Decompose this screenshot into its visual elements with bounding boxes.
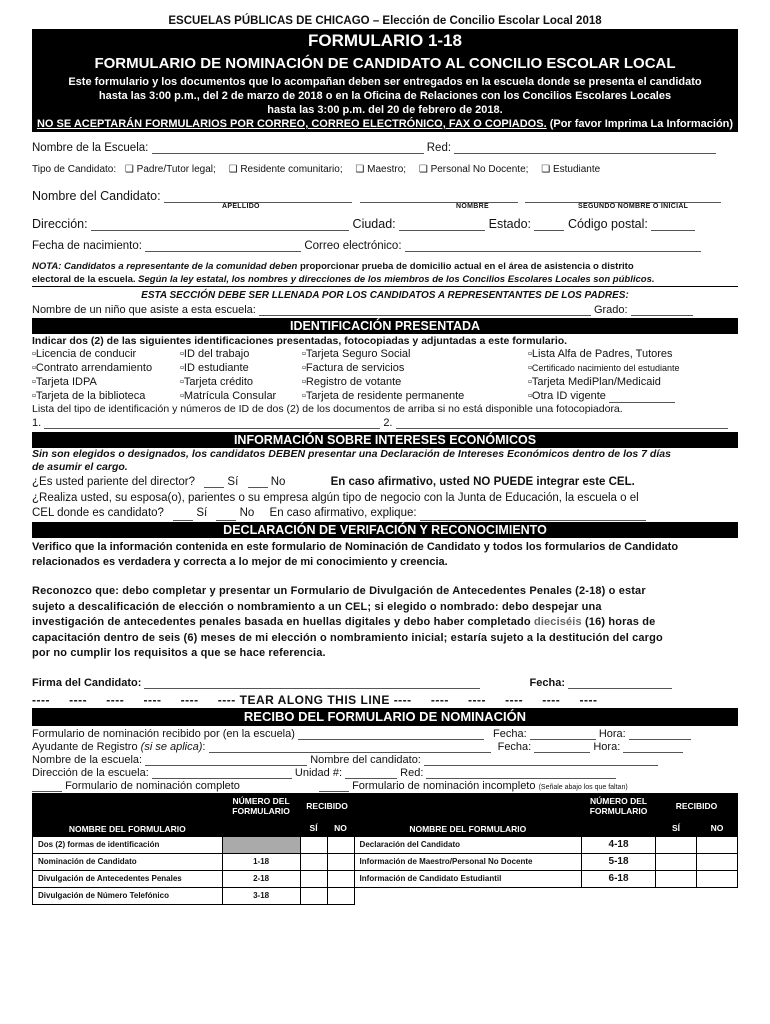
id-option[interactable] [180,389,302,403]
header-form-number-left-blank [222,819,300,836]
form-number-cell [222,836,300,853]
candidate-name-row [32,189,738,203]
explain-field[interactable] [420,509,646,521]
identification-heading: IDENTIFICACIÓN PRESENTADA [32,318,738,334]
tear-label: TEAR ALONG THIS LINE [239,692,390,707]
identification-list-note: Lista del tipo de identificación y números de ID de dos (2) de los documentos de arriba si no está disponible una fotocopiadora. [32,403,623,415]
first-name-sublabel: NOMBRE [456,203,489,210]
no-copies-warning: NO SE ACEPTARÁN FORMULARIOS POR CORREO, CORREO ELECTRÓNICO, FAX O COPIADOS. [36,118,547,130]
received-yes-cell[interactable] [300,853,327,870]
type-option-parent[interactable]: ❏ Padre/Tutor legal; [124,164,216,175]
incomplete-note: (Señale abajo los que faltan) [538,783,628,791]
acknowledgement-line-3: investigación de antecedentes penales basada en huellas digitales y debo haber completado dieciséis (16) horas de [32,616,656,628]
note-block [32,260,738,287]
note-line-2: electoral de la escuela. Según la ley estatal, los nombres y direcciones de los miembros de los Concilios Escolares Locales son públicos. [32,273,738,287]
empty-cell [354,887,737,904]
middle-name-field[interactable] [525,191,721,203]
received-no-cell[interactable] [696,870,737,887]
form-number-cell: 4-18 [582,836,656,853]
id-option-label: Tarjeta de residente permanente [305,390,465,402]
acknowledgement-line-1: Reconozco que: debo completar y presentar un Formulario de Divulgación de Antecedentes Penales (2-18) o estar [32,585,646,597]
header-form-number-left: NÚMERO DEL FORMULARIO [222,793,300,819]
receipt-school-field[interactable] [145,754,307,766]
received-yes-cell[interactable] [656,836,697,853]
business-question-line-2 [32,506,738,521]
business-no-label: No [239,507,255,519]
received-yes-cell[interactable] [300,870,327,887]
id-option[interactable] [32,389,180,403]
checkbox-icon[interactable]: ▫ [32,376,36,388]
type-option-teacher[interactable]: ❏ Maestro; [355,164,407,175]
id-option-label: Certificado nacimiento del estudiante [531,363,680,373]
tear-dashes-left: ---- ---- ---- ---- ---- ---- [32,692,236,707]
receipt-address-row [32,767,738,779]
note-line-1: NOTA: Candidatos a representante de la comunidad deben proporcionar prueba de domicilio actual en el área de asistencia o distrito [32,261,634,272]
receipt-network-label: Red: [400,766,424,779]
checkbox-icon[interactable]: ▫ [32,390,36,402]
registry-field[interactable] [209,741,491,753]
received-time-label: Hora: [598,727,626,740]
acknowledgement-line-4: capacitación dentro de seis (6) meses de mi elección o nombramiento inicial; estaría sujeto a la destitución del cargo [32,631,663,644]
received-no-cell[interactable] [327,853,354,870]
school-field[interactable] [152,142,424,154]
business-question-text: CEL donde es candidato? [32,507,164,519]
declaration-heading: DECLARACIÓN DE VERIFACIÓN Y RECONOCIMIENTO [32,522,738,538]
completeness-row [32,780,738,792]
form-number-cell: 2-18 [222,870,300,887]
checkbox-icon[interactable]: ▫ [528,390,532,402]
received-no-cell[interactable] [327,870,354,887]
complete-check-field[interactable] [32,780,62,792]
dob-row [32,240,738,252]
checkbox-icon[interactable]: ▫ [528,376,532,388]
address-label: Dirección: [32,217,88,231]
signature-row [32,677,738,689]
received-yes-cell[interactable] [656,853,697,870]
director-yes-field[interactable] [204,476,224,488]
zip-field[interactable] [651,219,695,231]
id-option-label: Licencia de conducir [35,348,137,360]
economic-intro-line-1: Sin son elegidos o designados, los candidatos DEBEN presentar una Declaración de Intereses Económicos dentro de los 7 días [32,448,671,460]
tear-dashes-right: ---- ---- ---- ---- ---- ---- [393,692,598,707]
header-no-right: NO [696,819,737,836]
network-field[interactable] [454,142,716,154]
director-no-label: No [270,476,286,488]
received-date-label: Fecha: [493,727,527,740]
table-row [33,853,738,870]
city-label: Ciudad: [352,217,396,231]
economic-intro-line-2: de asumir el cargo. [32,461,128,473]
top-line: ESCUELAS PÚBLICAS DE CHICAGO – Elección de Concilio Escolar Local 2018 [168,15,602,27]
child-row [32,304,738,316]
id-option-label: Tarjeta IDPA [35,376,97,388]
verification-line-1: Verifico que la información contenida en este formulario de Nominación de Candidato y todos los formularios de Candidato [32,541,679,553]
receipt-table [32,793,738,905]
receipt-candidate-field[interactable] [424,754,658,766]
form-number-cell: 5-18 [582,853,656,870]
candidate-type-row [32,164,738,175]
identification-numbers-row [32,417,738,429]
director-warning: En caso afirmativo, usted NO PUEDE integrar este CEL. [330,476,635,488]
id-number-1-label: 1. [32,417,42,429]
city-field[interactable] [399,219,485,231]
acknowledgement-line-2: sujeto a descalificación de elección o nombramiento a un CEL; si elegido o nombrado: debo despejar una [32,600,602,613]
id-option[interactable] [32,347,180,361]
print-note: (Por favor Imprima La Información) [546,118,734,130]
email-label: Correo electrónico: [304,240,402,252]
identification-instruction: Indicar dos (2) de las siguientes identificaciones presentadas, fotocopiadas y adjuntadas a este formulario. [32,335,568,347]
received-no-cell[interactable] [327,887,354,904]
receipt-candidate-label: Nombre del candidato: [310,753,421,766]
acknowledgement-line-5: por no cumplir los requisitos a que se hace referencia. [32,647,326,659]
header-received-right: RECIBIDO [656,793,738,819]
received-yes-cell[interactable] [300,836,327,853]
form-name-cell: Nominación de Candidato [33,853,223,870]
received-date-field[interactable] [530,728,596,740]
header-yes-right: SÍ [656,819,697,836]
header-form-number-right-blank [582,819,656,836]
id-option[interactable] [528,389,738,403]
id-option-label: Registro de votante [305,376,402,388]
id-option-label: Tarjeta Seguro Social [305,348,411,360]
receipt-address-label: Dirección de la escuela: [32,766,149,779]
receipt-heading: RECIBO DEL FORMULARIO DE NOMINACIÓN [32,708,738,726]
school-label: Nombre de la Escuela: [32,142,149,154]
id-option-label: ID del trabajo [183,348,250,360]
receipt-network-field[interactable] [426,767,616,779]
receipt-school-row [32,754,738,766]
form-name-cell: Declaración del Candidato [354,836,582,853]
business-no-field[interactable] [216,509,236,521]
network-label: Red: [426,142,452,154]
received-yes-cell[interactable] [300,887,327,904]
signature-label: Firma del Candidato: [32,676,142,689]
id-option[interactable] [302,389,528,403]
middle-name-sublabel: SEGUNDO NOMBRE O INICIAL [578,203,689,210]
intro-line-1: Este formulario y los documentos que lo acompañan deben ser entregados en la escuela donde se presenta el candidato [68,76,702,88]
business-question-block [32,491,738,521]
dob-label: Fecha de nacimiento: [32,240,142,252]
child-field[interactable] [259,304,591,316]
form-name-cell: Divulgación de Antecedentes Penales [33,870,223,887]
receipt-unit-label: Unidad #: [294,766,343,779]
intro-line-3: hasta las 3:00 p.m. del 20 de febrero de 2018. [267,104,503,116]
id-option[interactable] [32,375,180,389]
checkbox-icon[interactable]: ▫ [302,390,306,402]
type-option-student[interactable]: ❏ Estudiante [541,164,601,175]
received-by-label: Formulario de nominación recibido por (en la escuela) [32,727,295,740]
first-name-field[interactable] [360,191,518,203]
verification-line-2: relacionados es verdadera y correcta a lo mejor de mi conocimiento y creencia. [32,556,448,568]
received-yes-cell[interactable] [656,870,697,887]
incomplete-label: Formulario de nominación incompleto [352,779,536,792]
checkbox-icon[interactable]: ▫ [302,348,306,360]
type-option-staff[interactable]: ❏ Personal No Docente; [418,164,529,175]
id-option-label: Tarjeta MediPlan/Medicaid [531,376,661,388]
address-row [32,217,738,231]
registry-optional: (si se aplica) [140,740,203,753]
id-option[interactable] [302,347,528,361]
dob-field[interactable] [145,240,301,252]
received-by-field[interactable] [298,728,484,740]
id-option[interactable] [302,361,528,375]
id-number-2-field[interactable] [396,417,728,429]
header-form-number-right: NÚMERO DEL FORMULARIO [582,793,656,819]
email-field[interactable] [405,240,701,252]
business-yes-field[interactable] [173,509,193,521]
header-received-left: RECIBIDO [300,793,354,819]
header-form-name-left: NOMBRE DEL FORMULARIO [33,793,223,836]
nomination-form [32,14,738,905]
id-option[interactable] [32,361,180,375]
child-label: Nombre de un niño que asiste a esta escuela: [32,304,256,316]
acknowledgement-paragraph [32,584,738,662]
signature-date-field[interactable] [568,677,672,689]
checkbox-icon[interactable]: ▫ [180,362,184,374]
registry-date-label: Fecha: [497,740,532,753]
id-option-label: Factura de servicios [305,362,405,374]
form-name-cell: Información de Maestro/Personal No Docente [354,853,582,870]
received-time-field[interactable] [629,728,691,740]
form-title: FORMULARIO DE NOMINACIÓN DE CANDIDATO AL CONCILIO ESCOLAR LOCAL [94,55,676,72]
id-number-1-field[interactable] [44,417,380,429]
tear-line [32,693,738,707]
checkbox-icon[interactable]: ▫ [302,376,306,388]
checkbox-icon[interactable]: ▫ [528,348,532,360]
checkbox-icon[interactable]: ❏ [124,164,134,175]
signature-field[interactable] [144,677,480,689]
checkbox-icon[interactable]: ▫ [32,362,36,374]
table-header-row-1 [33,793,738,819]
economic-intro [32,448,738,474]
intro-line-4 [32,117,738,131]
id-number-2-label: 2. [383,417,393,429]
header-block [32,29,738,132]
registry-label: Ayudante de Registro [32,740,138,753]
checkbox-icon[interactable]: ▫ [180,376,184,388]
header-yes-left: SÍ [300,819,327,836]
form-name-cell: Información de Candidato Estudiantil [354,870,582,887]
checkbox-icon[interactable]: ❏ [355,164,365,175]
economic-heading: INFORMACIÓN SOBRE INTERESES ECONÓMICOS [32,432,738,448]
registry-time-field[interactable] [623,741,683,753]
checkbox-icon[interactable]: ▫ [528,362,532,374]
business-question-line-1: ¿Realiza usted, su esposa(o), parientes o su empresa algún tipo de negocio con la Junta de Educación, la escuela o el [32,492,639,504]
signature-date-label: Fecha: [529,676,565,689]
last-name-field[interactable] [164,191,352,203]
candidate-type-label: Tipo de Candidato: [32,164,117,175]
sixteen-highlight: dieciséis [533,616,582,628]
id-option[interactable] [180,347,302,361]
state-label: Estado: [488,217,531,231]
table-row [33,887,738,904]
id-option[interactable] [180,375,302,389]
received-by-row [32,728,738,740]
received-no-cell[interactable] [327,836,354,853]
received-no-cell[interactable] [696,853,737,870]
state-field[interactable] [534,219,564,231]
checkbox-icon[interactable]: ▫ [32,348,36,360]
registry-row: Ayudante de Registro (si se aplica): Fecha: Hora: [32,741,738,753]
verification-paragraph [32,540,738,570]
table-row [33,870,738,887]
checkbox-icon[interactable]: ▫ [302,362,306,374]
other-id-field[interactable] [609,393,675,403]
id-option-label: Otra ID vigente [531,390,606,402]
registry-time-label: Hora: [593,740,621,753]
last-name-sublabel: APELLIDO [222,203,260,210]
director-no-field[interactable] [248,476,268,488]
form-number-cell: 1-18 [222,853,300,870]
id-option[interactable] [180,361,302,375]
business-yes-label: Sí [196,507,208,519]
form-name-cell: Divulgación de Número Telefónico [33,887,223,904]
id-option[interactable] [528,347,738,361]
receipt-address-field[interactable] [152,767,292,779]
checkbox-icon[interactable]: ❏ [228,164,238,175]
id-option-label: ID estudiante [183,362,249,374]
grade-field[interactable] [631,304,693,316]
id-option-label: Matrícula Consular [183,390,277,402]
complete-label: Formulario de nominación completo [65,779,240,792]
grade-label: Grado: [593,304,628,316]
explain-label: En caso afirmativo, explique: [269,507,417,519]
identification-options [32,347,738,403]
name-sublabels [32,203,738,213]
id-option-label: Lista Alfa de Padres, Tutores [531,348,673,360]
checkbox-icon[interactable]: ❏ [541,164,551,175]
form-number: FORMULARIO 1-18 [308,31,462,50]
incomplete-check-field[interactable] [319,780,349,792]
receipt-unit-field[interactable] [345,767,397,779]
form-number-cell: 6-18 [582,870,656,887]
form-name-cell: Dos (2) formas de identificación [33,836,223,853]
id-option-label: Tarjeta crédito [183,376,253,388]
school-row [32,142,738,154]
checkbox-icon[interactable]: ▫ [180,348,184,360]
type-option-community[interactable]: ❏ Residente comunitario; [228,164,343,175]
intro-line-2: hasta las 3:00 p.m., del 2 de marzo de 2018 o en la Oficina de Relaciones con los Concilios Escolares Locales [98,90,672,102]
header-no-left: NO [327,819,354,836]
intro-text [32,75,738,132]
director-relative-row [32,476,738,488]
received-no-cell[interactable] [696,836,737,853]
candidate-name-label: Nombre del Candidato: [32,189,161,203]
header-form-name-right: NOMBRE DEL FORMULARIO [354,793,582,836]
receipt-school-label: Nombre de la escuela: [32,753,143,766]
registry-date-field[interactable] [534,741,590,753]
address-field[interactable] [91,219,349,231]
id-option-label: Contrato arrendamiento [35,362,153,374]
form-number-cell: 3-18 [222,887,300,904]
director-question: ¿Es usted pariente del director? [32,476,196,488]
id-option[interactable] [528,375,738,389]
table-row [33,836,738,853]
parent-section-heading: ESTA SECCIÓN DEBE SER LLENADA POR LOS CANDIDATOS A REPRESENTANTES DE LOS PADRES: [141,290,629,301]
id-option[interactable] [528,361,738,375]
checkbox-icon[interactable]: ❏ [418,164,428,175]
id-option-label: Tarjeta de la biblioteca [35,390,146,402]
checkbox-icon[interactable]: ▫ [180,390,184,402]
director-yes-label: Sí [227,476,239,488]
zip-label: Código postal: [567,217,648,231]
id-option[interactable] [302,375,528,389]
